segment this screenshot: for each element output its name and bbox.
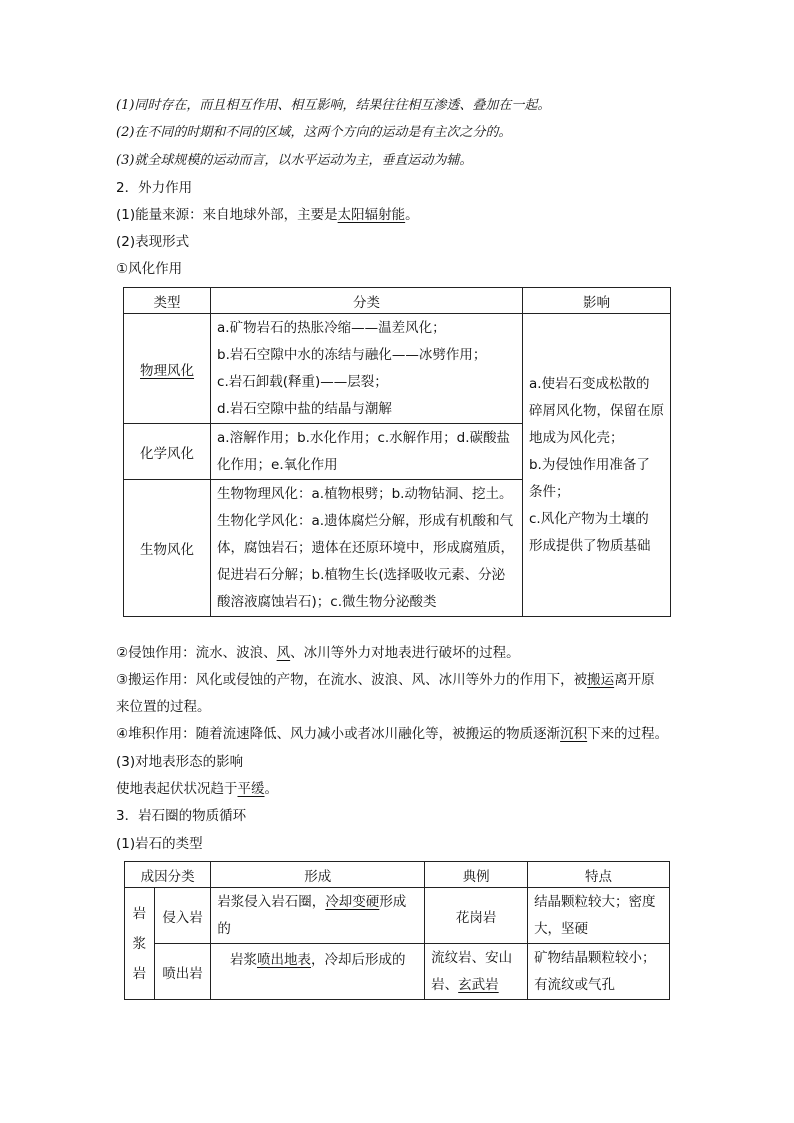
deposition-line: [116, 724, 668, 744]
biological-line-3: 体，腐蚀岩石；遗体在还原环境中，形成腐殖质，: [217, 539, 515, 556]
physical-line-a: a.矿物岩石的热胀冷缩——温差风化；: [217, 319, 446, 336]
extrusive-example-line-2: [431, 972, 521, 999]
erosion-wind: 风: [276, 645, 291, 661]
intro-item-2: (2)在不同的时期和不同的区域，这两个方向的运动是有主次之分的。: [116, 125, 512, 140]
biological-line-2: 生物化学风化：a.遗体腐烂分解，形成有机酸和气: [217, 512, 514, 529]
influence-term: 平缓: [237, 781, 265, 797]
extrusive-formation-prefix: 岩浆: [229, 952, 257, 968]
physical-line-c: c.岩石卸载(释重)——层裂；: [217, 373, 388, 390]
impact-line-1: a.使岩石变成松散的: [528, 375, 650, 392]
erosion-suffix: 、冰川等外力对地表进行破坏的过程。: [290, 645, 520, 661]
energy-term: 太阳辐射能: [337, 207, 406, 223]
rock-types-title: (1)岩石的类型: [116, 836, 203, 852]
group-char-2: 浆: [132, 935, 147, 952]
weathering-table: [123, 287, 671, 617]
group-char-3: 岩: [132, 965, 147, 982]
extrusive-features: [528, 944, 670, 1000]
weathering-header-row: [124, 288, 671, 314]
biological-line-1: 生物物理风化：a.植物根劈；b.动物钻洞、挖土。: [217, 485, 513, 502]
transport-term: 搬运: [587, 672, 615, 688]
deposition-prefix: ④堆积作用：随着流速降低、风力减小或者冰川融化等，被搬运的物质逐渐: [116, 726, 561, 742]
influence-line: [116, 779, 278, 799]
transport-line-2: 来位置的过程。: [116, 699, 211, 715]
extrusive-formation-term: 喷出地表: [256, 952, 311, 968]
physical-line-b: b.岩石空隙中水的冻结与融化——冰劈作用；: [217, 346, 487, 363]
energy-source-line: [116, 205, 419, 225]
chemical-line-1: a.溶解作用；b.水化作用；c.水解作用；d.碳酸盐: [217, 429, 511, 446]
extrusive-feature-1: 矿物结晶颗粒较小；: [534, 949, 656, 966]
section-3-title: 3．岩石圈的物质循环: [116, 808, 247, 824]
chemical-line-2: 化作用；e.氧化作用: [217, 456, 338, 473]
header-features: 特点: [528, 862, 670, 888]
extrusive-formation: [211, 944, 425, 1000]
intrusive-feature-1: 结晶颗粒较大；密度: [534, 893, 656, 910]
intrusive-formation-term: 冷却变硬: [325, 893, 380, 910]
header-example: 典例: [425, 862, 528, 888]
intrusive-example: 花岗岩: [425, 888, 528, 944]
physical-weathering-row: [124, 314, 671, 424]
influence-suffix: 。: [264, 781, 278, 797]
intrusive-features: [528, 888, 670, 944]
energy-prefix: (1)能量来源：来自地球外部，主要是: [116, 207, 338, 223]
impact-line-7: 形成提供了物质基础: [528, 537, 651, 554]
energy-suffix: 。: [405, 207, 419, 223]
extrusive-example: [425, 944, 528, 1000]
header-classification: 分类: [211, 288, 523, 314]
physical-line-d: d.岩石空隙中盐的结晶与潮解: [217, 400, 392, 417]
weathering-title: ①风化作用: [116, 261, 183, 277]
intrusive-formation-suffix: 形成: [379, 893, 407, 910]
impact-line-6: c.风化产物为土壤的: [528, 510, 649, 527]
type-physical-label: 物理风化: [140, 362, 195, 379]
group-char-1: 岩: [132, 905, 147, 922]
intro-item-1: (1)同时存在，而且相互作用、相互影响，结果往往相互渗透、叠加在一起。: [116, 98, 551, 113]
forms-title: (2)表现形式: [116, 234, 190, 250]
erosion-prefix: ②侵蚀作用：流水、波浪、: [116, 645, 277, 661]
intrusive-row: [125, 888, 670, 944]
chemical-classification: [211, 424, 523, 480]
transport-prefix: ③搬运作用：风化或侵蚀的产物，在流水、波浪、风、冰川等外力的作用下，被: [116, 672, 588, 688]
impact-line-3: 地成为风化壳；: [528, 429, 624, 446]
extrusive-row: [125, 944, 670, 1000]
rock-table: [124, 861, 670, 1000]
extrusive-example-line-1: 流纹岩、安山: [431, 949, 513, 966]
transport-suffix: 离开原: [614, 672, 655, 688]
extrusive-feature-2: 有流纹或气孔: [534, 976, 616, 993]
biological-line-5: 酸溶液腐蚀岩石)；c.微生物分泌酸类: [217, 593, 437, 610]
physical-classification: [211, 314, 523, 424]
rock-header-row: [125, 862, 670, 888]
extrusive-example-prefix: 岩、: [431, 976, 459, 993]
transport-line: [116, 670, 655, 690]
influence-prefix: 使地表起伏状况趋于: [116, 781, 238, 797]
header-impact: 影响: [522, 288, 670, 314]
deposition-term: 沉积: [560, 726, 588, 742]
intrusive-formation-line-1: [217, 889, 418, 916]
intrusive-feature-2: 大，坚硬: [534, 920, 589, 937]
biological-classification: [211, 480, 523, 617]
impact-line-5: 条件；: [528, 483, 570, 500]
type-physical: [124, 314, 211, 424]
section-2-title: 2．外力作用: [116, 180, 193, 196]
magmatic-group-cell: [125, 888, 155, 1000]
header-type: 类型: [124, 288, 211, 314]
extrusive-name: 喷出岩: [154, 944, 211, 1000]
impact-cell: [522, 314, 670, 617]
header-formation: 形成: [211, 862, 425, 888]
deposition-suffix: 下来的过程。: [587, 726, 669, 742]
erosion-line: [116, 643, 520, 663]
type-biological: 生物风化: [124, 480, 211, 617]
impact-line-4: b.为侵蚀作用准备了: [528, 456, 650, 473]
intrusive-formation: [211, 888, 425, 944]
intrusive-formation-line-2: 的: [217, 920, 231, 937]
extrusive-formation-suffix: ，冷却后形成的: [310, 952, 406, 968]
type-chemical: 化学风化: [124, 424, 211, 480]
intrusive-formation-prefix: 岩浆侵入岩石圈，: [217, 893, 326, 910]
influence-title: (3)对地表形态的影响: [116, 754, 244, 770]
biological-line-4: 促进岩石分解；b.植物生长(选择吸收元素、分泌: [217, 566, 506, 583]
impact-line-2: 碎屑风化物，保留在原: [528, 402, 664, 419]
intro-item-3: (3)就全球规模的运动而言，以水平运动为主，垂直运动为辅。: [116, 153, 473, 168]
intrusive-name: 侵入岩: [154, 888, 211, 944]
extrusive-example-term: 玄武岩: [458, 976, 499, 993]
header-origin: 成因分类: [125, 862, 211, 888]
